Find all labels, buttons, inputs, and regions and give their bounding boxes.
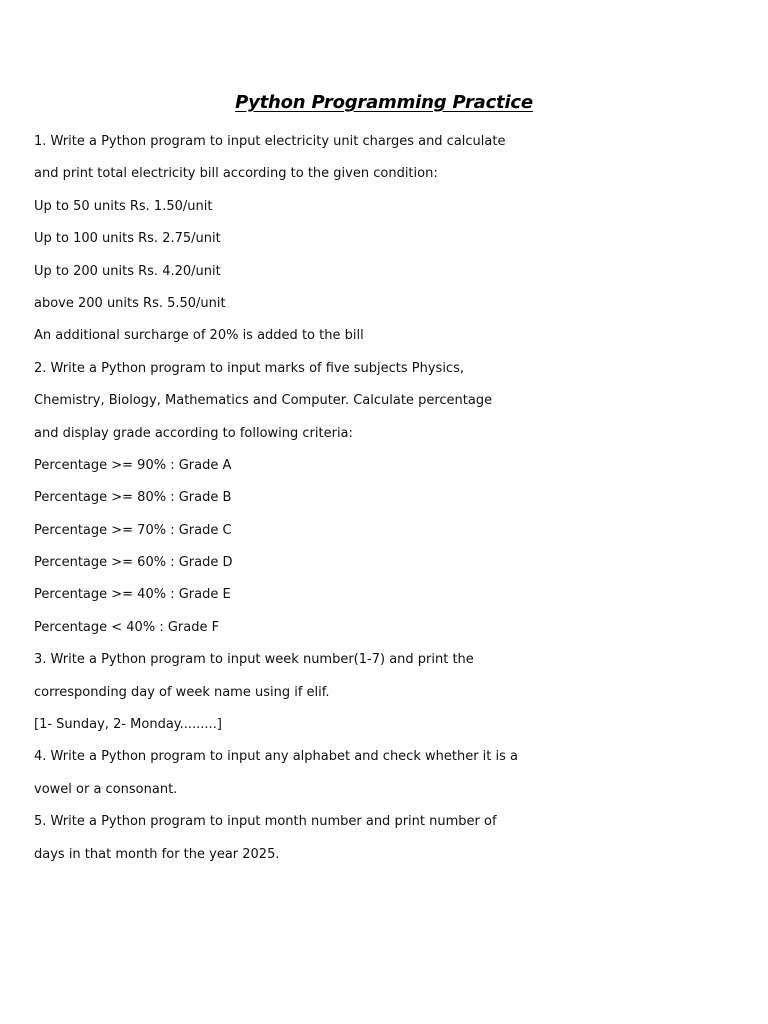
text-line: 4. Write a Python program to input any alphabet and check whether it is a	[34, 749, 518, 765]
text-line: Percentage < 40% : Grade F	[34, 619, 220, 635]
text-line: 1. Write a Python program to input electricity unit charges and calculate	[34, 134, 506, 149]
text-line: Up to 100 units Rs. 2.75/unit	[34, 231, 221, 247]
text-line: Percentage >= 60% : Grade D	[34, 555, 233, 571]
text-line: Up to 50 units Rs. 1.50/unit	[34, 198, 213, 214]
text-line: corresponding day of week name using if elif.	[34, 684, 330, 700]
text-line: vowel or a consonant.	[34, 781, 178, 797]
text-line: 5. Write a Python program to input month number and print number of	[34, 814, 497, 830]
text-line: Percentage >= 90% : Grade A	[34, 457, 232, 473]
text-line: and display grade according to following criteria:	[34, 425, 353, 441]
text-line: Percentage >= 80% : Grade B	[34, 490, 232, 506]
text-line: 2. Write a Python program to input marks of five subjects Physics,	[34, 360, 464, 376]
text-line: [1- Sunday, 2- Monday.........]	[34, 717, 222, 733]
page-title: Python Programming Practice	[235, 92, 533, 113]
text-line: and print total electricity bill according to the given condition:	[34, 166, 438, 182]
text-line: Chemistry, Biology, Mathematics and Computer. Calculate percentage	[34, 393, 493, 409]
text-line: Percentage >= 40% : Grade E	[34, 587, 231, 603]
text-line: An additional surcharge of 20% is added to the bill	[34, 328, 364, 344]
text-line: Up to 200 units Rs. 4.20/unit	[34, 263, 221, 279]
question-list	[34, 132, 734, 877]
text-line: Percentage >= 70% : Grade C	[34, 522, 232, 538]
text-line: days in that month for the year 2025.	[34, 846, 280, 862]
text-line: above 200 units Rs. 5.50/unit	[34, 295, 226, 311]
text-line: 3. Write a Python program to input week number(1-7) and print the	[34, 652, 474, 668]
